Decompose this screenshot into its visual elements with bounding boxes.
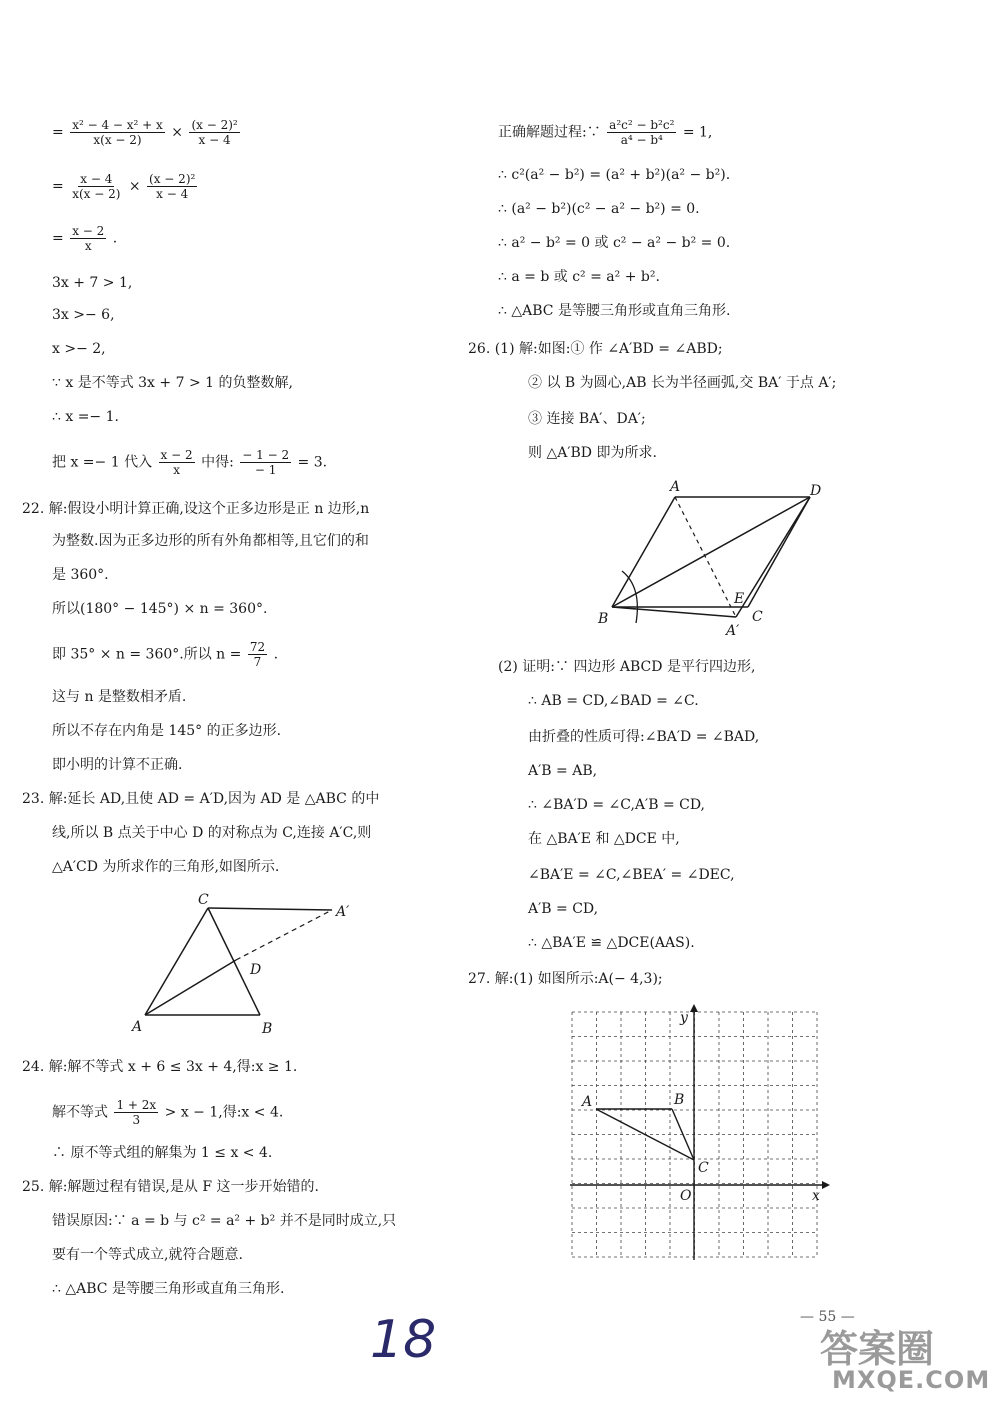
q23-line-2: 线,所以 B 点关于中心 D 的对称点为 C,连接 A′C,则 [52, 825, 372, 841]
fraction: $\frac{x - 2}{x}$ [160, 448, 193, 477]
r-line-2: ∴ c²(a² − b²) = (a² + b²)(a² − b²). [498, 167, 731, 183]
q24-line-3: ∴ 原不等式组的解集为 1 ≤ x < 4. [52, 1145, 273, 1161]
q22-line-6: 这与 n 是整数相矛盾. [52, 689, 187, 705]
step-line-9: 把 x =− 1 代入 $\frac{x - 2}{x}$ 中得: $\frac{- 1 - 2}{- 1}$ = 3. [52, 448, 328, 477]
label-c: C [198, 892, 209, 908]
figure-27-grid [560, 1000, 830, 1270]
q26-line-3: ③ 连接 BA′、DA′; [528, 411, 646, 427]
fraction: $\frac{- 1 - 2}{- 1}$ [242, 448, 290, 477]
q22-line-2: 为整数.因为正多边形的所有外角都相等,且它们的和 [52, 533, 369, 549]
step-line-2: = $\frac{x - 4}{x(x - 2)}$ × $\frac{\text{(x − 2)²}}{x - 4}$ [52, 172, 196, 201]
label-a: A [670, 479, 681, 495]
q26-line-10: 在 △BA′E 和 △DCE 中, [528, 831, 680, 847]
watermark-url: MXQE.COM [832, 1366, 991, 1394]
step-line-3: = $\frac{x - 2}{x}$ . [52, 224, 118, 253]
label-c: C [752, 609, 763, 625]
label-origin: O [680, 1188, 692, 1204]
fraction: $\frac{\text{(x − 2)²}}{x - 4}$ [149, 172, 196, 201]
q26-line-11: ∠BA′E = ∠C,∠BEA′ = ∠DEC, [528, 867, 735, 883]
fraction: $\frac{\text{x² − 4 − x² + x}}{x(x - 2)}$ [72, 118, 163, 147]
q26-line-2: ② 以 B 为圆心,AB 长为半径画弧,交 BA′ 于点 A′; [528, 375, 837, 391]
q27-line-1: 27. 解:(1) 如图所示:A(− 4,3); [468, 971, 663, 987]
q26-line-4: 则 △A′BD 即为所求. [528, 445, 657, 461]
q22-line-8: 即小明的计算不正确. [52, 757, 183, 773]
figure-23 [120, 880, 380, 1040]
q22-line-3: 是 360°. [52, 567, 109, 583]
q25-line-3: 要有一个等式成立,就符合题意. [52, 1247, 243, 1263]
step-line-8: ∴ x =− 1. [52, 409, 119, 425]
step-line-4: 3x + 7 > 1, [52, 275, 133, 291]
label-d: D [250, 962, 262, 978]
step-line-1: = $\frac{\text{x² − 4 − x² + x}}{x(x - 2)}$ × $\frac{\text{(x − 2)²}}{x - 4}$ [52, 118, 238, 147]
q26-line-7: 由折叠的性质可得:∠BA′D = ∠BAD, [528, 729, 760, 745]
label-e: E [734, 591, 745, 607]
fraction: $\frac{\text{a²c² − b²c²}}{\text{a⁴ − b⁴}}$ [609, 118, 675, 147]
label-d: D [810, 483, 822, 499]
figure-26 [590, 475, 840, 640]
r-line-4: ∴ a² − b² = 0 或 c² − a² − b² = 0. [498, 235, 731, 251]
r-line-5: ∴ a = b 或 c² = a² + b². [498, 269, 660, 285]
fraction: $\frac{1 + 2x}{3}$ [116, 1098, 157, 1127]
step-line-5: 3x >− 6, [52, 307, 115, 323]
q25-line-2: 错误原因:∵ a = b 与 c² = a² + b² 并不是同时成立,只 [52, 1213, 397, 1229]
q24-line-1: 24. 解:解不等式 x + 6 ≤ 3x + 4,得:x ≥ 1. [22, 1059, 298, 1075]
label-b: B [598, 611, 609, 627]
r-line-3: ∴ (a² − b²)(c² − a² − b²) = 0. [498, 201, 700, 217]
page-number: — 55 — [800, 1309, 855, 1325]
q26-line-13: ∴ △BA′E ≌ △DCE(AAS). [528, 935, 695, 951]
q26-line-5: (2) 证明:∵ 四边形 ABCD 是平行四边形, [498, 659, 756, 675]
label-b: B [262, 1021, 273, 1037]
label-a-prime: A′ [336, 904, 350, 920]
fraction: $\frac{x - 4}{x(x - 2)}$ [72, 172, 121, 201]
label-a-prime: A′ [726, 623, 740, 639]
label-c: C [698, 1160, 709, 1176]
q23-line-1: 23. 解:延长 AD,且使 AD = A′D,因为 AD 是 △ABC 的中 [22, 791, 380, 807]
watermark-logo: 答案圈 [820, 1327, 935, 1371]
r-line-6: ∴ △ABC 是等腰三角形或直角三角形. [498, 303, 731, 319]
q22-line-5: 即 35° × n = 360°.所以 n = $\frac{72}{7}$ . [52, 640, 279, 669]
q26-line-1: 26. (1) 解:如图:① 作 ∠A′BD = ∠ABD; [468, 341, 723, 357]
q26-line-12: A′B = CD, [528, 901, 599, 917]
q24-line-2: 解不等式 $\frac{1 + 2x}{3}$ > x − 1,得:x < 4. [52, 1098, 284, 1127]
label-a: A [132, 1019, 143, 1035]
label-x-axis: x [812, 1188, 820, 1204]
step-line-6: x >− 2, [52, 341, 106, 357]
label-a: A [582, 1094, 593, 1110]
fraction: $\frac{72}{7}$ [249, 640, 266, 669]
label-b: B [674, 1092, 685, 1108]
q22-line-4: 所以(180° − 145°) × n = 360°. [52, 601, 268, 617]
q25-line-4: ∴ △ABC 是等腰三角形或直角三角形. [52, 1281, 285, 1297]
step-line-7: ∵ x 是不等式 3x + 7 > 1 的负整数解, [52, 375, 293, 391]
q25-line-1: 25. 解:解题过程有错误,是从 F 这一步开始错的. [22, 1179, 319, 1195]
q22-line-7: 所以不存在内角是 145° 的正多边形. [52, 723, 282, 739]
q23-line-3: △A′CD 为所求作的三角形,如图所示. [52, 859, 280, 875]
q26-line-8: A′B = AB, [528, 763, 598, 779]
handwritten-number: 18 [370, 1310, 437, 1370]
q26-line-9: ∴ ∠BA′D = ∠C,A′B = CD, [528, 797, 706, 813]
q22-line-1: 22. 解:假设小明计算正确,设这个正多边形是正 n 边形,n [22, 501, 370, 517]
r-line-1: 正确解题过程:∵ $\frac{\text{a²c² − b²c²}}{\text{a⁴ − b⁴}}$ = 1, [498, 118, 713, 147]
q26-line-6: ∴ AB = CD,∠BAD = ∠C. [528, 693, 699, 709]
fraction: $\frac{\text{(x − 2)²}}{x - 4}$ [191, 118, 238, 147]
label-y-axis: y [680, 1010, 688, 1026]
fraction: $\frac{x - 2}{x}$ [72, 224, 105, 253]
